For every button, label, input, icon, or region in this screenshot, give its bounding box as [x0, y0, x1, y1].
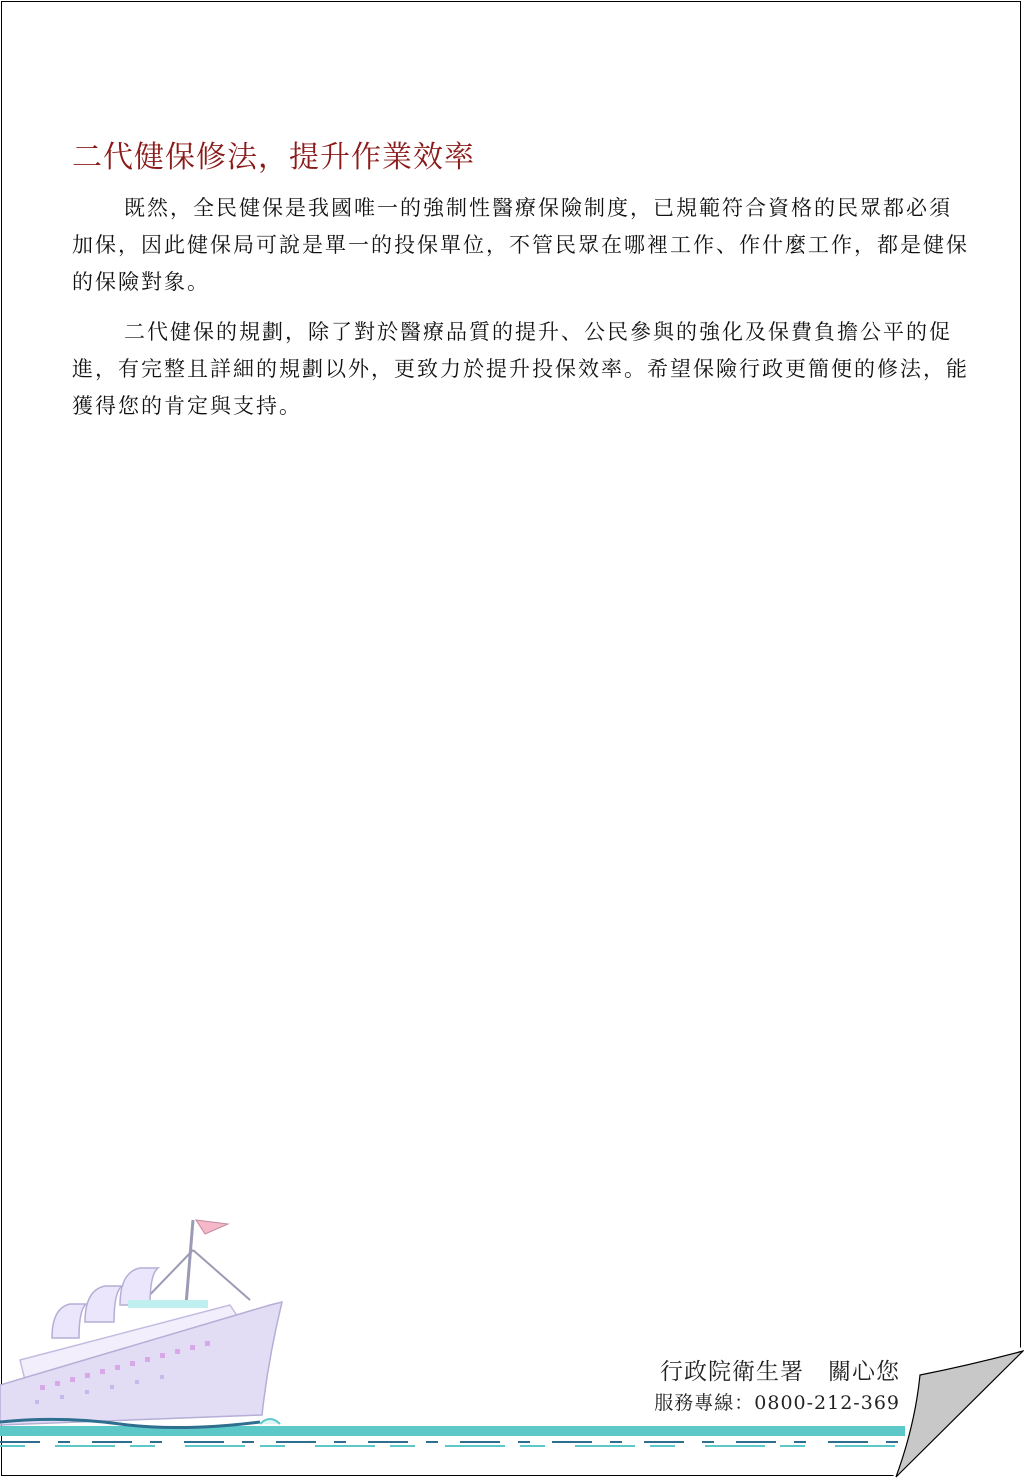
- page-title: 二代健保修法，提升作業效率: [72, 140, 475, 175]
- ship-icon: [0, 1210, 300, 1440]
- footer-hotline: 服務專線：0800-212-369: [654, 1392, 900, 1414]
- page-curl-icon: [890, 1345, 1024, 1479]
- water-waves: [0, 1412, 910, 1452]
- paragraph-2: 二代健保的規劃，除了對於醫療品質的提升、公民參與的強化及保費負擔公平的促進，有完整且詳細的規劃以外，更致力於提升投保效率。希望保險行政更簡便的修法，能獲得您的肯定與支持。: [72, 320, 969, 418]
- paragraph-1: 既然，全民健保是我國唯一的強制性醫療保險制度，已規範符合資格的民眾都必須加保，因此健保局可說是單一的投保單位，不管民眾在哪裡工作、作什麼工作，都是健保的保險對象。: [72, 196, 969, 294]
- footer-organization: 行政院衛生署 關心您: [660, 1359, 900, 1385]
